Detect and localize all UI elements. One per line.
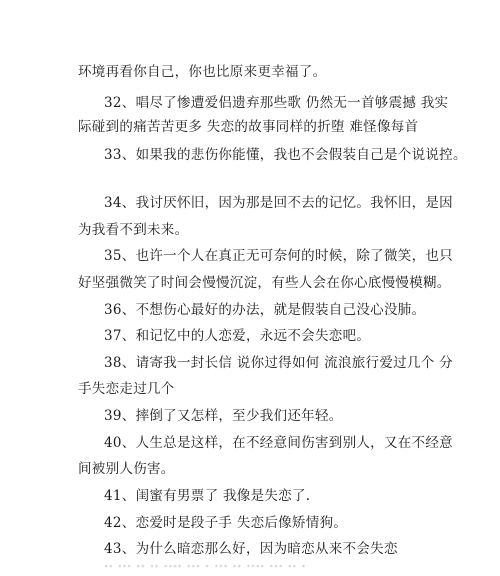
- text-line: 42、恋爱时是段子手 失恋后像矫情狗。: [104, 515, 348, 531]
- text-line: 37、和记忆中的人恋爱，永远不会失恋吧。: [104, 328, 371, 344]
- text-line: 好坚强微笑了时间会慢慢沉淀，有些人会在你心底慢慢模糊。: [78, 275, 451, 291]
- text-line: 手失恋走过几个: [78, 381, 175, 397]
- text-line: 38、请寄我一封长信 说你过得如何 流浪旅行爱过几个 分: [104, 355, 453, 371]
- text-line: 34、我讨厌怀旧，因为那是回不去的记忆。我怀旧，是因: [104, 195, 453, 211]
- text-line: 41、闺蜜有男票了 我像是失恋了.: [104, 488, 311, 504]
- text-line: 间被别人伤害。: [78, 461, 175, 477]
- text-line: 际碰到的痛苦苦更多 失恋的故事同样的折堕 难怪像每首: [78, 119, 419, 135]
- text-line: 33、如果我的悲伤你能懂，我也不会假装自己是个说说控。: [104, 147, 467, 163]
- text-line: 35、也许一个人在真正无可奈何的时候，除了微笑，也只: [104, 248, 453, 264]
- text-line: 39、摔倒了又怎样，至少我们还年轻。: [104, 408, 343, 424]
- text-line: 为我看不到未来。: [78, 222, 189, 238]
- text-line: 环境再看你自己，你也比原来更幸福了。: [78, 64, 327, 80]
- text-line: 43、为什么暗恋那么好，因为暗恋从来不会失恋: [104, 541, 398, 557]
- cut-off-text-line: ·· ··· ·· ·· ···· ··· · ··· ·· ···· ··· ·· ·: [104, 559, 307, 575]
- text-line: 32、唱尽了惨遭爱侣遗弃那些歌 仍然无一首够震撼 我实: [104, 95, 449, 111]
- text-line: 36、不想伤心最好的办法，就是假装自己没心没肺。: [104, 302, 426, 318]
- text-line: 40、人生总是这样，在不经意间伤害到别人，又在不经意: [104, 435, 453, 451]
